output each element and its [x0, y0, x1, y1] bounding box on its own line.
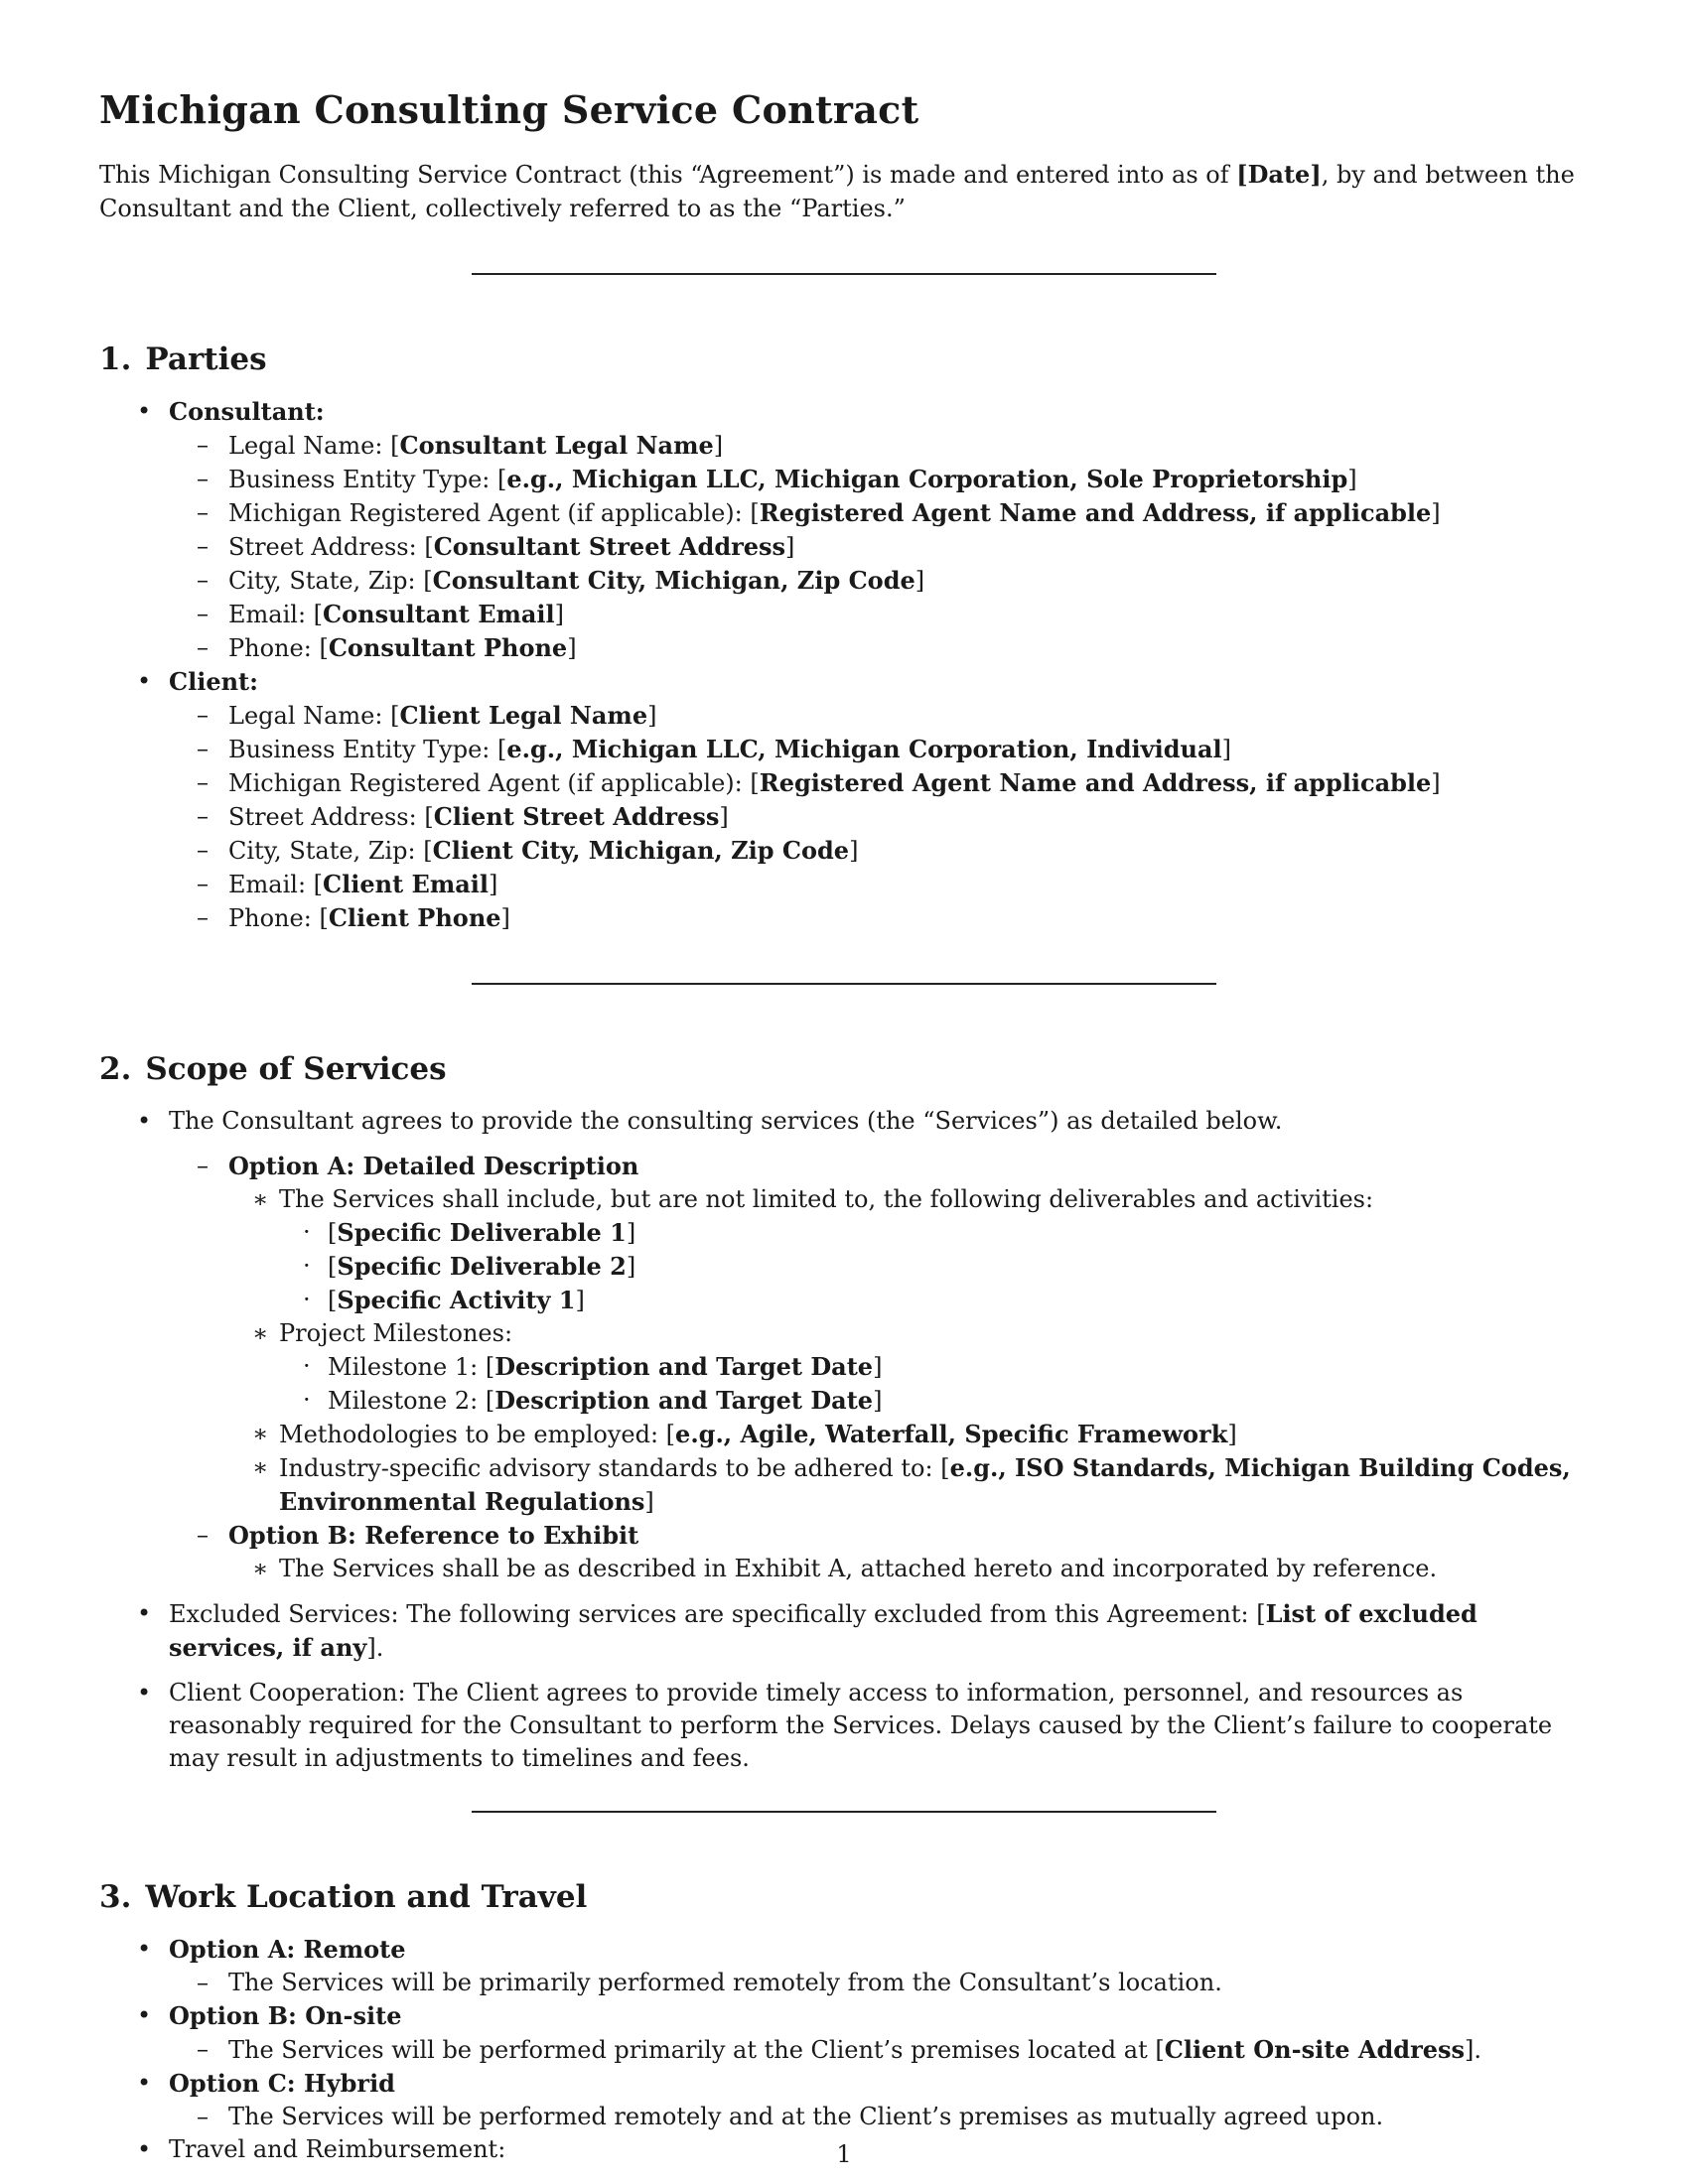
scope-options [169, 1150, 1589, 1585]
consultant-fields [169, 429, 1589, 665]
hybrid-option-item: • Option C: Hybrid – The Services will be performed remotely and at the Client’s premises as mutually agreed upon. [99, 2067, 1589, 2133]
option-b-details [228, 1553, 1589, 1585]
field-item: – City, State, Zip: [Client City, Michigan, Zip Code] [197, 836, 859, 865]
consultant-label: Consultant: [169, 397, 325, 426]
intro-date-placeholder: [Date] [1236, 160, 1322, 189]
exhibit-item: ∗ The Services shall be as described in Exhibit A, attached hereto and incorporated by reference. [252, 1555, 1438, 1582]
client-label: Client: [169, 667, 258, 696]
excluded-services-item: • Excluded Services: The following services are specifically excluded from this Agreement: [List of excluded services, if any]. [137, 1599, 1477, 1662]
deliverable-item: · [Specific Deliverable 1] [303, 1218, 636, 1247]
field-item: – Michigan Registered Agent (if applicable): [Registered Agent Name and Address, if applicable] [197, 498, 1441, 527]
client-item: • Client: – Legal Name: [Client Legal Name] – Business Entity Type: [e.g., Michigan LLC, Michigan Corporation, Individual] – Michigan Registered Agent (if applicable): [Registered Agent Name and Address, if applicable] – Street Address: [Client Street Address] – City, State, Zip: [Client City, Michigan, Zip Code] – Email: [Client Email] – Phone: [Client Phone] [99, 665, 1589, 935]
field-item: – Email: [Client Email] [197, 870, 498, 898]
scope-list [99, 1105, 1589, 1775]
section-divider [99, 973, 1589, 992]
field-item: – Business Entity Type: [e.g., Michigan LLC, Michigan Corporation, Sole Proprietorship] [197, 465, 1357, 493]
page-number: 1 [836, 2140, 852, 2168]
field-item: – Legal Name: [Client Legal Name] [197, 701, 657, 730]
option-a-item: – Option A: Detailed Description ∗ The Services shall include, but are not limited to, the following deliverables and activities: · [Specific Deliverable 1] · [Specific Deliverable 2] · [Specific Activity 1] ∗ Project Milestones: · Milestone 1: [Description and Target Date] · Milestone 2: [Description and Target Date] ∗ Methodologies to be employed: [e.g., Agile, Waterfall, Specific Framework] ∗ Industry-specific advisory standards to be adhered to: [e.g., ISO Standards, Michigan Building Codes, Environmental Regulations] [169, 1150, 1589, 1519]
parties-list [99, 395, 1589, 935]
contract-page [99, 87, 1589, 2166]
standards-item: ∗ Industry-specific advisory standards to be adhered to: [e.g., ISO Standards, Michigan Building Codes, Environmental Regulations] [252, 1453, 1571, 1516]
field-item: – Legal Name: [Consultant Legal Name] [197, 431, 724, 460]
intro-text-after: , by and between the Consultant and the Client, collectively referred to as the “Parties.” [99, 161, 1575, 222]
onsite-option-item: • Option B: On-site – The Services will be performed primarily at the Client’s premises located at [Client On-site Address]. [99, 1999, 1589, 2067]
milestone-item: · Milestone 2: [Description and Target Date] [303, 1386, 883, 1415]
client-cooperation-item: • Client Cooperation: The Client agrees to provide timely access to information, personnel, and resources as reasonably required for the Consultant to perform the Services. Delays caused by the Client’s failure to cooperate may result in adjustments to timelines and fees. [137, 1679, 1553, 1772]
intro-text-before: This Michigan Consulting Service Contract (this “Agreement”) is made and entered into as of [99, 161, 1237, 189]
deliverables-item: ∗ The Services shall include, but are not limited to, the following deliverables and activities: · [Specific Deliverable 1] · [Specific Deliverable 2] · [Specific Activity 1] [228, 1183, 1589, 1317]
remote-option-details [169, 1967, 1589, 1999]
field-item: – Email: [Consultant Email] [197, 600, 565, 628]
remote-option-item: • Option A: Remote – The Services will be primarily performed remotely from the Consultant’s location. [99, 1933, 1589, 1999]
field-item: – Street Address: [Client Street Address] [197, 802, 729, 831]
location-list [99, 1933, 1589, 2166]
field-item: – Phone: [Client Phone] [197, 903, 510, 932]
document-title: Michigan Consulting Service Contract [99, 87, 919, 132]
onsite-option-details [169, 2033, 1589, 2067]
section-divider [99, 263, 1589, 282]
option-text: – The Services will be primarily performed remotely from the Consultant’s location. [197, 1969, 1222, 1996]
field-item: – City, State, Zip: [Consultant City, Michigan, Zip Code] [197, 566, 925, 595]
deliverables-list [279, 1216, 1589, 1317]
hybrid-option-details [169, 2101, 1589, 2133]
milestones-item: ∗ Project Milestones: · Milestone 1: [Description and Target Date] · Milestone 2: [Description and Target Date] [228, 1317, 1589, 1418]
option-b-item: – Option B: Reference to Exhibit ∗ The Services shall be as described in Exhibit A, attached hereto and incorporated by reference. [169, 1519, 1589, 1585]
section-heading-scope: 2. Scope of Services [99, 1051, 447, 1087]
section-divider [99, 1801, 1589, 1820]
field-item: – Street Address: [Consultant Street Address] [197, 532, 795, 561]
milestones-list [279, 1350, 1589, 1418]
travel-item: • Travel and Reimbursement: [137, 2135, 506, 2163]
intro-paragraph [99, 158, 1589, 225]
field-item: – Michigan Registered Agent (if applicable): [Registered Agent Name and Address, if applicable] [197, 768, 1441, 797]
consultant-item: • Consultant: – Legal Name: [Consultant Legal Name] – Business Entity Type: [e.g., Michigan LLC, Michigan Corporation, Sole Proprietorship] – Michigan Registered Agent (if applicable): [Registered Agent Name and Address, if applicable] – Street Address: [Consultant Street Address] – City, State, Zip: [Consultant City, Michigan, Zip Code] – Email: [Consultant Email] – Phone: [Consultant Phone] [99, 395, 1589, 665]
option-text: – The Services will be performed primarily at the Client’s premises located at [Client On-site Address]. [197, 2035, 1482, 2064]
methodologies-item: ∗ Methodologies to be employed: [e.g., Agile, Waterfall, Specific Framework] [252, 1420, 1237, 1448]
deliverable-item: · [Specific Activity 1] [303, 1286, 585, 1314]
option-text: – The Services will be performed remotely and at the Client’s premises as mutually agreed upon. [197, 2103, 1384, 2130]
milestone-item: · Milestone 1: [Description and Target Date] [303, 1352, 883, 1381]
client-fields [169, 699, 1589, 935]
section-heading-location: 3. Work Location and Travel [99, 1879, 588, 1915]
deliverable-item: · [Specific Deliverable 2] [303, 1252, 636, 1281]
scope-intro-item: • The Consultant agrees to provide the consulting services (the “Services”) as detailed below. – Option A: Detailed Description ∗ The Services shall include, but are not limited to, the following deliverables and activities: · [Specific Deliverable 1] · [Specific Deliverable 2] · [Specific Activity 1] ∗ Project Milestones: · Milestone 1: [Description and Target Date] · Milestone 2: [Description and Target Date] ∗ Methodologies to be employed: [e.g., Agile, Waterfall, Specific Framework] ∗ Industry-specific advisory standards to be adhered to: [e.g., ISO Standards, Michigan Building Codes, Environmental Regulations] – Option B: Reference to Exhibit ∗ The Services shall be as described in Exhibit A, attached hereto and incorporated by reference. [99, 1105, 1589, 1585]
section-heading-parties: 1. Parties [99, 341, 267, 377]
field-item: – Phone: [Consultant Phone] [197, 633, 577, 662]
field-item: – Business Entity Type: [e.g., Michigan LLC, Michigan Corporation, Individual] [197, 735, 1231, 763]
option-a-details [228, 1183, 1589, 1519]
